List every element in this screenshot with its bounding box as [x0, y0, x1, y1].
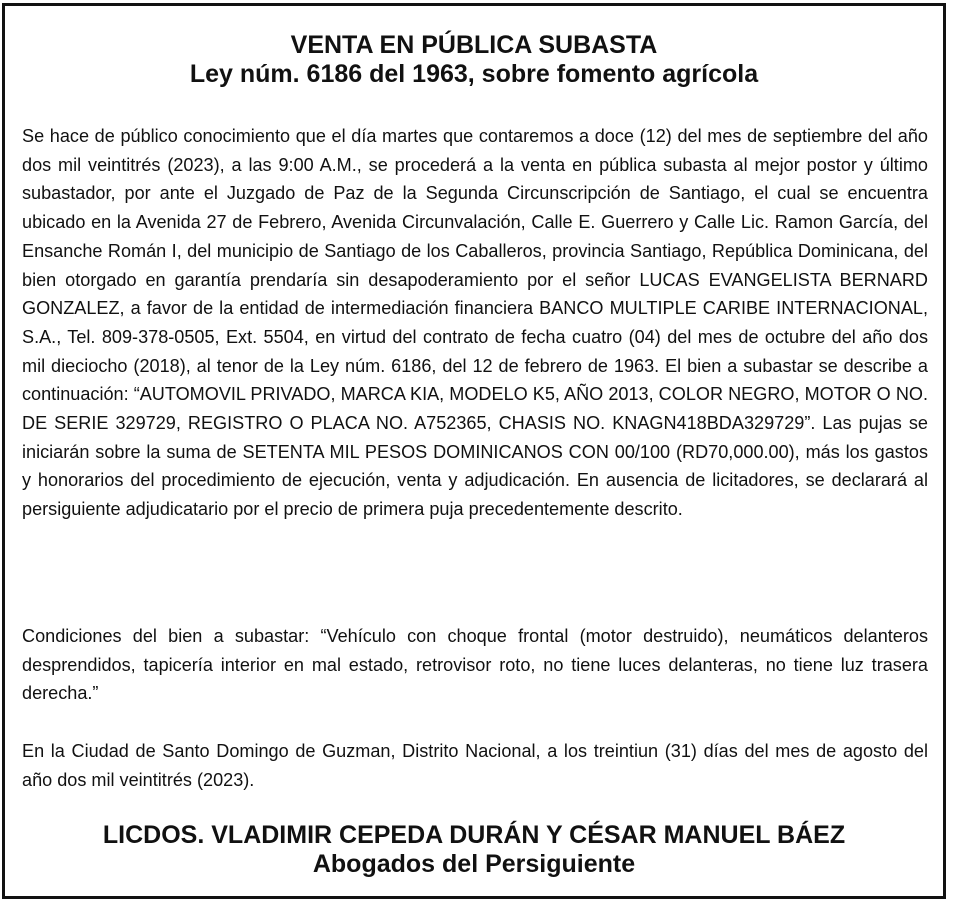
auction-details-paragraph: Se hace de público conocimiento que el día martes que contaremos a doce (12) del mes de septiembre del año dos mil veintitrés (2023), a las 9:00 A.M., se procederá a la venta en pública subasta al mejor postor y último subastador, por ante el Juzgado de Paz de la Segunda Circunscripción de Santiago, el cual se encuentra ubicado en la Avenida 27 de Febrero, Avenida Circunvalación, Calle E. Guerrero y Calle Lic. Ramon García, del Ensanche Román I, del municipio de Santiago de los Caballeros, provincia Santiago, República Dominicana, del bien otorgado en garantía prendaría sin desapoderamiento por el señor LUCAS EVANGELISTA BERNARD GONZALEZ, a favor de la entidad de intermediación financiera BANCO MULTIPLE CARIBE INTERNACIONAL, S.A., Tel. 809-378-0505, Ext. 5504, en virtud del contrato de fecha cuatro (04) del mes de octubre del año dos mil dieciocho (2018), al tenor de la Ley núm. 6186, del 12 de febrero de 1963. El bien a subastar se describe a continuación: “AUTOMOVIL PRIVADO, MARCA KIA, MODELO K5, AÑO 2013, COLOR NEGRO, MOTOR O NO. DE SERIE 329729, REGISTRO O PLACA NO. A752365, CHASIS NO. KNAGN418BDA329729”. Las pujas se iniciarán sobre la suma de SETENTA MIL PESOS DOMINICANOS CON 00/100 (RD70,000.00), más los gastos y honorarios del procedimiento de ejecución, venta y adjudicación. En ausencia de licitadores, se declarará al persiguiente adjudicatario por el precio de primera puja precedentemente descrito.: [22, 126, 928, 520]
auction-notice: [2, 3, 946, 899]
signatories-role: Abogados del Persiguiente: [312, 850, 636, 878]
place-date-paragraph: En la Ciudad de Santo Domingo de Guzman, Distrito Nacional, a los treintiun (31) días del mes de agosto del año dos mil veintitrés (2023).: [22, 741, 928, 790]
notice-title: VENTA EN PÚBLICA SUBASTA: [290, 31, 658, 59]
signatories-names: LICDOS. VLADIMIR CEPEDA DURÁN Y CÉSAR MANUEL BÁEZ: [102, 821, 846, 849]
notice-header: [5, 31, 943, 89]
notice-signature: [5, 821, 943, 879]
conditions-paragraph: Condiciones del bien a subastar: “Vehículo con choque frontal (motor destruido), neumáticos delanteros desprendidos, tapicería interior en mal estado, retrovisor roto, no tiene luces delanteras, no tiene luz trasera derecha.”: [22, 626, 928, 704]
notice-subtitle: Ley núm. 6186 del 1963, sobre fomento agrícola: [189, 60, 759, 88]
